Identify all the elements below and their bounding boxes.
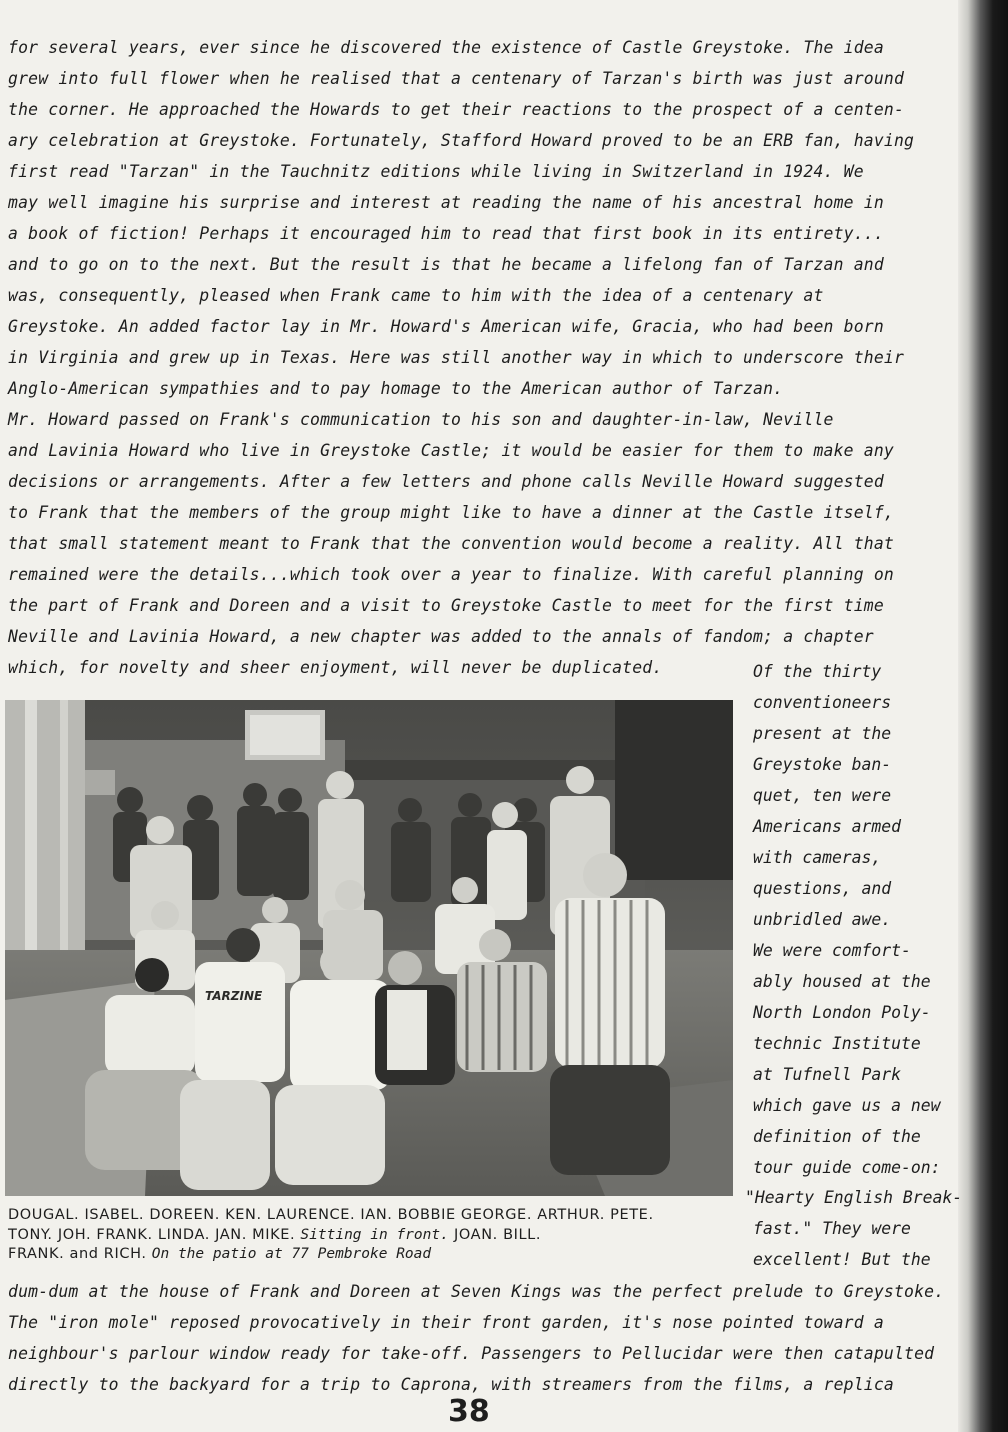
body-line: decisions or arrangements. After a few letters and phone calls Neville Howard suggested [8, 472, 884, 491]
group-photo [5, 700, 733, 1196]
side-line: Greystoke ban- [753, 755, 892, 774]
body-line: Neville and Lavinia Howard, a new chapter was added to the annals of fandom; a chapter [8, 627, 874, 646]
side-line: questions, and [753, 879, 892, 898]
side-line: definition of the [753, 1127, 921, 1146]
side-line: Of the thirty [753, 662, 882, 681]
body-line: that small statement meant to Frank that the convention would become a reality. All that [8, 534, 894, 553]
caption-names: JOAN. BILL. [454, 1227, 542, 1243]
side-line: quet, ten were [753, 786, 892, 805]
side-line: unbridled awe. [753, 910, 892, 929]
body-line: for several years, ever since he discovered the existence of Castle Greystoke. The idea [8, 38, 884, 57]
body-line: in Virginia and grew up in Texas. Here was still another way in which to underscore their [8, 348, 905, 367]
body-line: the corner. He approached the Howards to get their reactions to the prospect of a centen- [8, 100, 905, 119]
body-line: dum-dum at the house of Frank and Doreen at Seven Kings was the perfect prelude to Greystoke. [8, 1282, 945, 1301]
side-line: at Tufnell Park [753, 1065, 902, 1084]
body-line: the part of Frank and Doreen and a visit to Greystoke Castle to meet for the first time [8, 596, 884, 615]
side-line: We were comfort- [753, 941, 911, 960]
side-line: excellent! But the [753, 1250, 931, 1269]
tshirt-text: TARZINE [205, 989, 263, 1003]
body-line: ary celebration at Greystoke. Fortunately, Stafford Howard proved to be an ERB fan, having [8, 131, 915, 150]
caption-names: FRANK. and RICH. [8, 1246, 147, 1262]
body-line: to Frank that the members of the group might like to have a dinner at the Castle itself, [8, 503, 894, 522]
side-line: North London Poly- [753, 1003, 931, 1022]
side-line: ably housed at the [753, 972, 931, 991]
body-line: neighbour's parlour window ready for take-off. Passengers to Pellucidar were then catapulted [8, 1344, 935, 1363]
body-line: was, consequently, pleased when Frank came to him with the idea of a centenary at [8, 286, 824, 305]
body-line: remained were the details...which took over a year to finalize. With careful planning on [8, 565, 894, 584]
side-line: which gave us a new [753, 1096, 941, 1115]
body-line: a book of fiction! Perhaps it encouraged him to read that first book in its entirety... [8, 224, 884, 243]
page-number: 38 [448, 1394, 490, 1429]
side-line: tour guide come-on: [753, 1158, 941, 1177]
body-line: may well imagine his surprise and interest at reading the name of his ancestral home in [8, 193, 884, 212]
side-line: fast." They were [753, 1219, 911, 1238]
caption-line-1: DOUGAL. ISABEL. DOREEN. KEN. LAURENCE. IAN. BOBBIE GEORGE. ARTHUR. PETE. [8, 1207, 654, 1223]
body-line: first read "Tarzan" in the Tauchnitz editions while living in Switzerland in 1924. We [8, 162, 864, 181]
body-line: and to go on to the next. But the result is that he became a lifelong fan of Tarzan and [8, 255, 884, 274]
body-line: directly to the backyard for a trip to Caprona, with streamers from the films, a replica [8, 1375, 894, 1394]
side-line: Americans armed [753, 817, 902, 836]
body-line: Mr. Howard passed on Frank's communication to his son and daughter-in-law, Neville [8, 410, 834, 429]
side-line: with cameras, [753, 848, 882, 867]
side-line: conventioneers [753, 693, 892, 712]
caption-line-3 [8, 1245, 431, 1263]
body-line: Anglo-American sympathies and to pay homage to the American author of Tarzan. [8, 379, 784, 398]
side-line: present at the [753, 724, 892, 743]
body-line: which, for novelty and sheer enjoyment, will never be duplicated. [8, 658, 663, 677]
side-line: technic Institute [753, 1034, 921, 1053]
body-line: grew into full flower when he realised that a centenary of Tarzan's birth was just around [8, 69, 905, 88]
caption-line-2 [8, 1226, 541, 1244]
caption-location: On the patio at 77 Pembroke Road [151, 1246, 432, 1262]
body-line: and Lavinia Howard who live in Greystoke Castle; it would be easier for them to make any [8, 441, 894, 460]
body-line: The "iron mole" reposed provocatively in their front garden, it's nose pointed toward a [8, 1313, 884, 1332]
body-line: Greystoke. An added factor lay in Mr. Howard's American wife, Gracia, who had been born [8, 317, 884, 336]
side-line: "Hearty English Break- [745, 1188, 963, 1207]
caption-note: Sitting in front. [300, 1227, 449, 1243]
caption-names: TONY. JOH. FRANK. LINDA. JAN. MIKE. [8, 1227, 296, 1243]
page-edge-shadow [958, 0, 1008, 1432]
